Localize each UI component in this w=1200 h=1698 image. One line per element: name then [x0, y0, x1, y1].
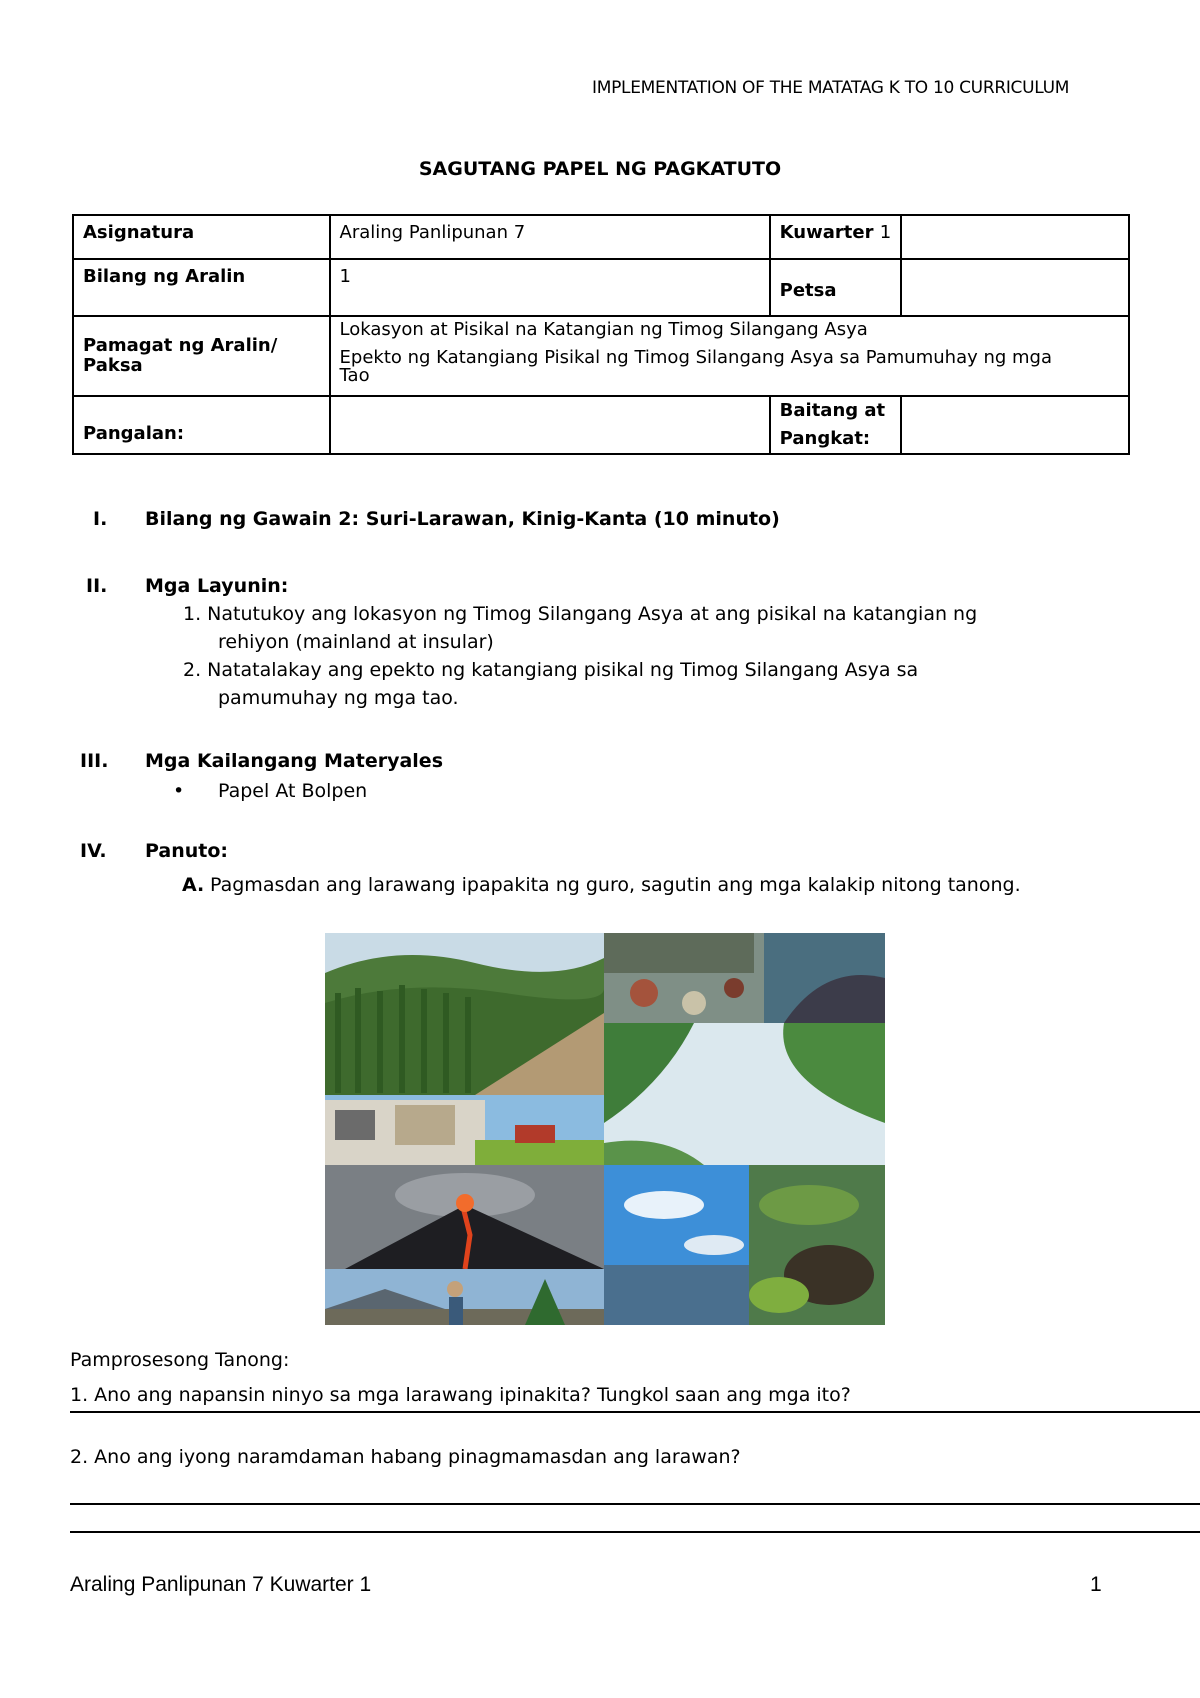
material-item: Papel At Bolpen	[218, 780, 368, 802]
pamagat-value	[330, 316, 1129, 396]
volcano-photo	[325, 1165, 604, 1269]
questions-heading: Pamprosesong Tanong:	[70, 1349, 290, 1371]
page-header: IMPLEMENTATION OF THE MATATAG K TO 10 CURRICULUM	[592, 78, 1070, 98]
objective-2-cont: pamumuhay ng mga tao.	[218, 687, 459, 709]
pangalan-field[interactable]	[330, 396, 770, 454]
asignatura-value: Araling Panlipunan 7	[330, 215, 770, 259]
pamagat-line-2: Epekto ng Katangiang Pisikal ng Timog Silangang Asya sa Pamumuhay ng mga Tao	[339, 347, 1053, 386]
answer-line-2[interactable]	[70, 1503, 1200, 1505]
baitang-label: Baitang at Pangkat:	[770, 396, 902, 454]
answer-line-3[interactable]	[70, 1531, 1200, 1533]
section-3-title: Mga Kailangang Materyales	[145, 750, 444, 772]
question-2: 2. Ano ang iyong naramdaman habang pinagmamasdan ang larawan?	[70, 1446, 741, 1468]
petsa-cell	[770, 259, 902, 316]
bullet-icon: •	[173, 780, 185, 802]
instruction-letter: A.	[182, 874, 205, 896]
section-1-title: Bilang ng Gawain 2: Suri-Larawan, Kinig-Kanta (10 minuto)	[145, 508, 780, 530]
flood-debris-photo	[604, 933, 885, 1023]
kuwarter-cell	[770, 215, 902, 259]
underwater-photo	[749, 1165, 885, 1325]
page-number: 1	[1090, 1573, 1102, 1596]
petsa-field[interactable]	[901, 259, 1129, 316]
objective-2: 2. Natatalakay ang epekto ng katangiang pisikal ng Timog Silangang Asya sa	[183, 659, 919, 681]
forest-photo	[325, 933, 604, 1095]
baitang-field[interactable]	[901, 396, 1129, 454]
river-photo	[604, 1023, 885, 1165]
question-1: 1. Ano ang napansin ninyo sa mga larawang ipinakita? Tungkol saan ang mga ito?	[70, 1384, 851, 1406]
kuwarter-value: 1	[879, 222, 892, 243]
photo-collage	[325, 933, 885, 1325]
section-4-title: Panuto:	[145, 840, 229, 862]
document-title: SAGUTANG PAPEL NG PAGKATUTO	[418, 158, 782, 180]
kuwarter-label: Kuwarter	[779, 222, 874, 243]
section-3-number: III.	[80, 750, 109, 772]
section-4-number: IV.	[80, 840, 107, 862]
footer-label: Araling Panlipunan 7 Kuwarter 1	[70, 1573, 372, 1596]
asignatura-label: Asignatura	[73, 215, 330, 259]
section-2-number: II.	[86, 575, 108, 597]
objective-1: 1. Natutukoy ang lokasyon ng Timog Silangang Asya at ang pisikal na katangian ng	[183, 603, 978, 625]
answer-line-1[interactable]	[70, 1411, 1200, 1413]
houses-farm-photo	[325, 1095, 604, 1165]
objective-1-cont: rehiyon (mainland at insular)	[218, 631, 494, 653]
pamagat-line-1: Lokasyon at Pisikal na Katangian ng Timog Silangang Asya	[339, 319, 868, 340]
petsa-label: Petsa	[779, 280, 837, 301]
kuwarter-blank[interactable]	[901, 215, 1129, 259]
info-table	[72, 214, 1130, 455]
sky-sea-photo	[604, 1165, 749, 1325]
bilang-label: Bilang ng Aralin	[73, 259, 330, 316]
pamagat-label: Pamagat ng Aralin/ Paksa	[73, 316, 330, 396]
section-1-number: I.	[93, 508, 108, 530]
bilang-value: 1	[330, 259, 770, 316]
section-2-title: Mga Layunin:	[145, 575, 289, 597]
instruction-text: Pagmasdan ang larawang ipapakita ng guro, sagutin ang mga kalakip nitong tanong.	[210, 874, 1021, 896]
pangalan-label: Pangalan:	[73, 396, 330, 454]
tourists-photo	[325, 1269, 604, 1325]
